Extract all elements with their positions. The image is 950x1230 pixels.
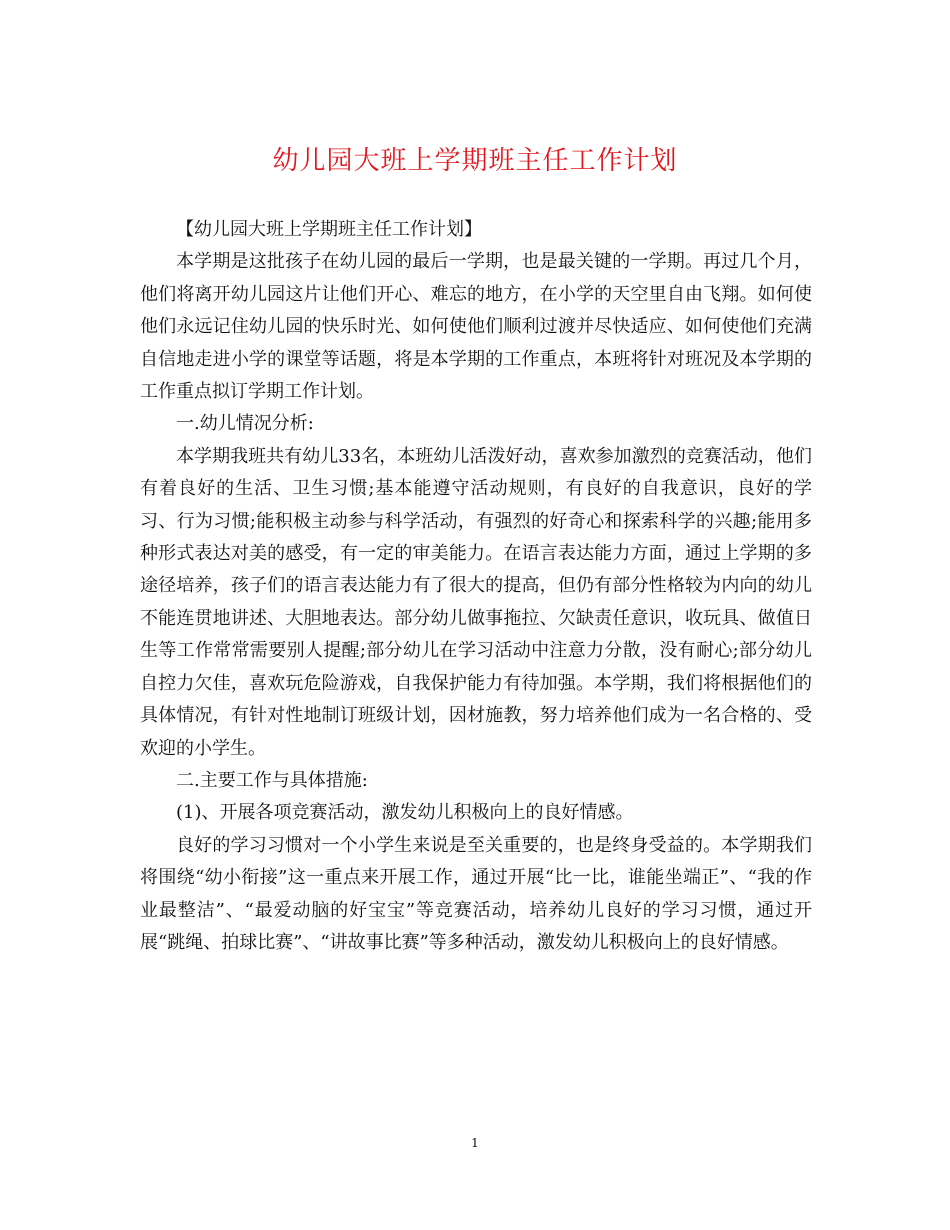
paragraph-competitions: 良好的学习习惯对一个小学生来说是至关重要的，也是终身受益的。本学期我们将围绕“幼小衔接”这一重点来开展工作，通过开展“比一比，谁能坐端正”、“我的作业最整洁”、“最爱动脑的好宝宝”等竞赛活动，培养幼儿良好的学习习惯，通过开展“跳绳、拍球比赛”、“讲故事比赛”等多种活动，激发幼儿积极向上的良好情感。 bbox=[140, 834, 812, 953]
subheading-competitions: (1)、开展各项竞赛活动，激发幼儿积极向上的良好情感。 bbox=[176, 802, 634, 824]
section-heading-analysis: 一.幼儿情况分析: bbox=[176, 413, 314, 435]
document-title: 幼儿园大班上学期班主任工作计划 bbox=[272, 146, 678, 176]
document-body bbox=[140, 214, 812, 959]
paragraph-intro: 本学期是这批孩子在幼儿园的最后一学期，也是最关键的一学期。再过几个月，他们将离开幼儿园这片让他们开心、难忘的地方，在小学的天空里自由飞翔。如何使他们永远记住幼儿园的快乐时光、如何使他们顺利过渡并尽快适应、如何使他们充满自信地走进小学的课堂等话题，将是本学期的工作重点，本班将针对班况及本学期的工作重点拟订学期工作计划。 bbox=[140, 251, 812, 403]
paragraph-analysis: 本学期我班共有幼儿33名，本班幼儿活泼好动，喜欢参加激烈的竞赛活动，他们有着良好的生活、卫生习惯;基本能遵守活动规则，有良好的自我意识，良好的学习、行为习惯;能积极主动参与科学活动，有强烈的好奇心和探索科学的兴趣;能用多种形式表达对美的感受，有一定的审美能力。在语言表达能力方面，通过上学期的多途径培养，孩子们的语言表达能力有了很大的提高，但仍有部分性格较为内向的幼儿不能连贯地讲述、大胆地表达。部分幼儿做事拖拉、欠缺责任意识，收玩具、做值日生等工作常常需要别人提醒;部分幼儿在学习活动中注意力分散，没有耐心;部分幼儿自控力欠佳，喜欢玩危险游戏，自我保护能力有待加强。本学期，我们将根据他们的具体情况，有针对性地制订班级计划，因材施教，努力培养他们成为一名合格的、受欢迎的小学生。 bbox=[140, 445, 812, 759]
section-heading-measures: 二.主要工作与具体措施: bbox=[176, 769, 368, 791]
paragraph-heading-bracket: 【幼儿园大班上学期班主任工作计划】 bbox=[176, 219, 482, 240]
page-number: 1 bbox=[471, 1136, 479, 1150]
